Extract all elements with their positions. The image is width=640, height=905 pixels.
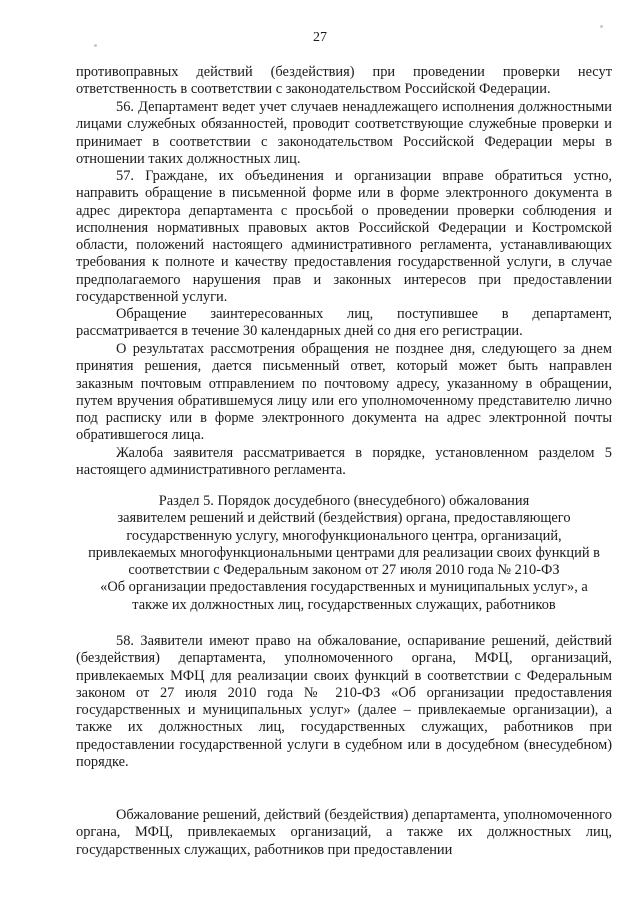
- paragraph-complaint: Жалоба заявителя рассматривается в порядке, установленном разделом 5 настоящего административного регламента.: [76, 445, 612, 479]
- paragraph-appeal-result: О результатах рассмотрения обращения не позднее дня, следующего за днем принятия решения, дается письменный ответ, который может быть направлен заказным почтовым отправлением по почтовому адресу, указанному в обращении, путем вручения обратившемуся лицу или его уполномоченному представителю лично под расписку или в форме электронного документа на адрес электронной почты обратившегося лица.: [76, 341, 612, 444]
- scan-dust-mark: [600, 25, 603, 28]
- heading-line: государственную услугу, многофункционального центра, организаций,: [126, 527, 562, 544]
- heading-line: заявителем решений и действий (бездействия) органа, предоставляющего: [117, 510, 571, 527]
- heading-line: также их должностных лиц, государственных служащих, работников: [132, 596, 556, 613]
- paragraph-appeal-scope: Обжалование решений, действий (бездействия) департамента, уполномоченного органа, МФЦ, привлекаемых организаций, а также их должностных лиц, государственных служащих, работников при предоставлении: [76, 807, 612, 858]
- paragraph-56: 56. Департамент ведет учет случаев ненадлежащего исполнения должностными лицами служебных обязанностей, проводит соответствующие служебные проверки и принимает в соответствии с законодательством Российской Федерации меры в отношении таких должностных лиц.: [76, 99, 612, 167]
- paragraph-58: 58. Заявители имеют право на обжалование, оспаривание решений, действий (бездействия) департамента, уполномоченного органа, МФЦ, организаций, привлекаемых МФЦ для реализации своих функций в соответствии с Федеральным законом от 27 июля 2010 года № 210-ФЗ «Об организации предоставления государственных и муниципальных услуг» (далее – привлекаемые организации), а также их должностных лиц, государственных служащих, работников при предоставлении государственной услуги в судебном или в досудебном (внесудебном) порядке.: [76, 633, 612, 771]
- paragraph-57: 57. Граждане, их объединения и организации вправе обратиться устно, направить обращение в письменной форме или в форме электронного документа в адрес директора департамента с просьбой о проведении проверки соблюдения и исполнения нормативных правовых актов Российской Федерации и Костромской области, положений настоящего административного регламента, устанавливающих требования к полноте и качеству предоставления государственной услуги, в случае предполагаемого нарушения прав и законных интересов при предоставлении государственной услуги.: [76, 168, 612, 306]
- heading-line: Раздел 5. Порядок досудебного (внесудебного) обжалования: [158, 493, 530, 509]
- heading-line: соответствии с Федеральным законом от 27 июля 2010 года № 210-ФЗ: [128, 562, 560, 579]
- page-number: 27: [313, 30, 327, 45]
- section-5-heading: [72, 493, 616, 614]
- paragraph-continuation: противоправных действий (бездействия) при проведении проверки несут ответственность в соответствии с законодательством Российской Федерации.: [76, 64, 612, 98]
- heading-line: привлекаемых многофункциональными центрами для реализации своих функций в: [88, 544, 600, 561]
- paragraph-appeal-term: Обращение заинтересованных лиц, поступившее в департамент, рассматривается в течение 30 календарных дней со дня его регистрации.: [76, 306, 612, 340]
- heading-line: «Об организации предоставления государственных и муниципальных услуг», а: [100, 579, 588, 596]
